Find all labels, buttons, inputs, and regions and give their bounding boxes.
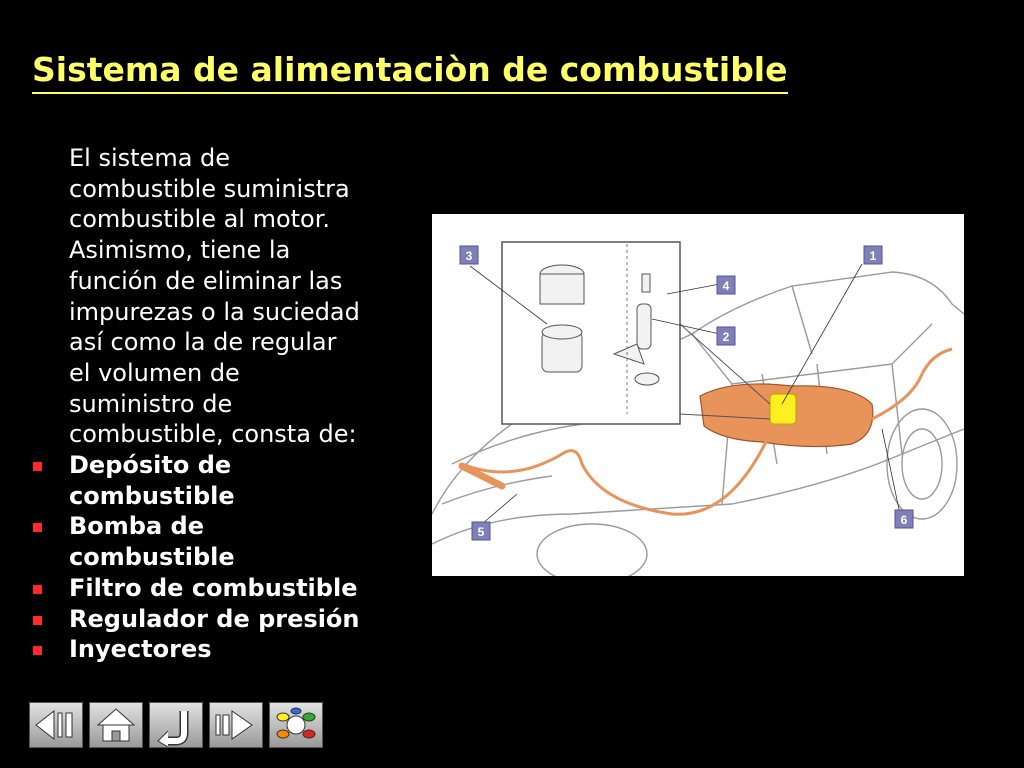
map-button[interactable] xyxy=(269,702,323,748)
list-item-line: Bomba de xyxy=(69,512,204,541)
square-bullet-icon xyxy=(33,585,42,594)
list-item xyxy=(30,573,430,604)
list-item-line: Regulador de presión xyxy=(69,604,360,633)
square-bullet-icon xyxy=(33,523,42,532)
square-bullet-icon xyxy=(33,462,42,471)
return-button[interactable] xyxy=(149,702,203,748)
callout-3-label: 3 xyxy=(465,249,473,263)
list-item xyxy=(30,511,430,572)
intro-line: así como la de regular xyxy=(69,328,337,357)
list-item xyxy=(30,634,430,665)
fuel-pump-highlight xyxy=(770,394,796,424)
list-item xyxy=(30,604,430,635)
home-icon xyxy=(90,703,142,747)
list-item-line: Depósito de xyxy=(69,451,232,479)
callout-4-label: 4 xyxy=(722,279,730,293)
square-bullet-icon xyxy=(33,646,42,655)
return-arrow-icon xyxy=(150,703,202,747)
intro-paragraph xyxy=(69,143,419,450)
intro-line: impurezas o la suciedad xyxy=(69,297,360,326)
home-button[interactable] xyxy=(89,702,143,748)
list-item-line: Inyectores xyxy=(69,635,212,664)
list-item-line: combustible xyxy=(69,481,235,510)
list-item-line: Filtro de combustible xyxy=(69,573,358,602)
page-title: Sistema de alimentaciòn de combustible xyxy=(32,48,788,94)
detail-inset xyxy=(502,242,680,424)
callout-5-label: 5 xyxy=(477,525,485,539)
fuel-return-line xyxy=(872,349,952,419)
arrow-right-icon xyxy=(210,703,262,747)
intro-line: suministro de xyxy=(69,389,233,418)
intro-line: combustible al motor. xyxy=(69,205,331,234)
callout-6-label: 6 xyxy=(900,513,908,527)
first-page-button[interactable] xyxy=(29,702,83,748)
arrow-left-end-icon xyxy=(30,703,82,747)
component-list xyxy=(30,450,430,665)
next-page-button[interactable] xyxy=(209,702,263,748)
list-item-line: combustible xyxy=(69,543,235,572)
intro-line: Asimismo, tiene la xyxy=(69,236,291,265)
square-bullet-icon xyxy=(33,616,42,625)
callout-2-label: 2 xyxy=(722,330,730,344)
intro-line: combustible suministra xyxy=(69,174,350,203)
list-item xyxy=(30,450,430,511)
intro-line: combustible, consta de: xyxy=(69,420,357,449)
intro-line: función de eliminar las xyxy=(69,266,343,295)
callout-1-label: 1 xyxy=(869,249,877,263)
intro-line: El sistema de xyxy=(69,144,231,172)
concept-map-icon xyxy=(270,703,322,747)
intro-line: el volumen de xyxy=(69,358,240,387)
fuel-system-illustration xyxy=(432,214,964,576)
